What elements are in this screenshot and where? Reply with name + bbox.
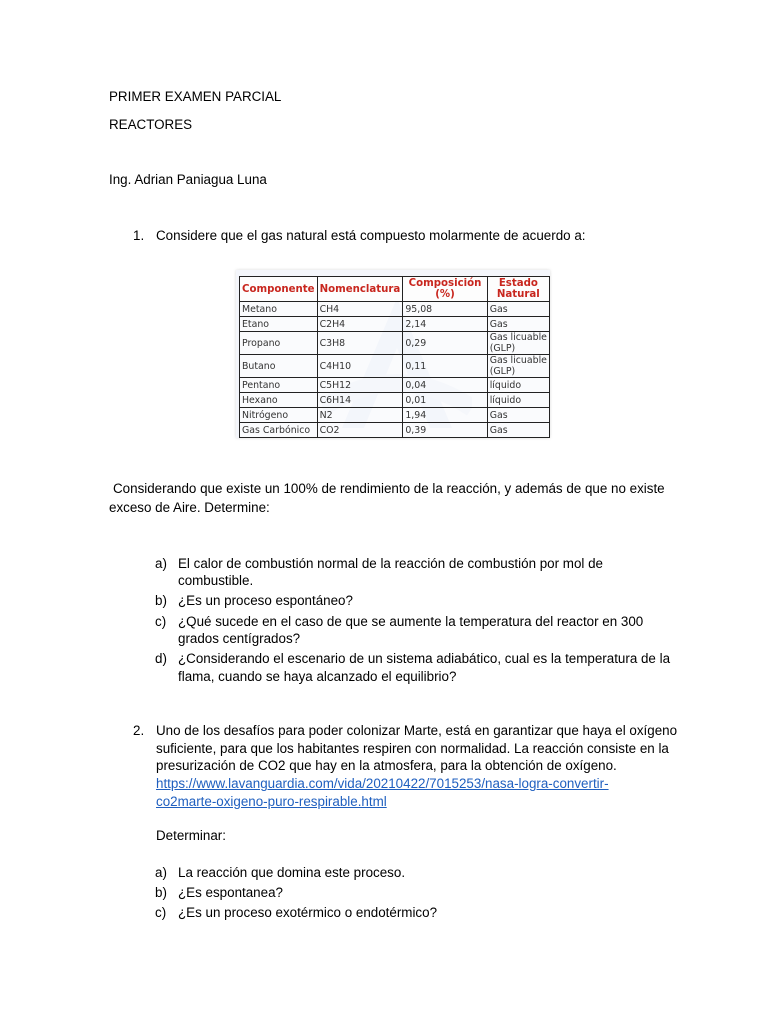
table-cell: N2 xyxy=(317,408,403,423)
table-cell: Etano xyxy=(240,317,318,332)
table-cell: C2H4 xyxy=(317,317,403,332)
question-2-line-2: suficiente, para que los habitantes respiren con normalidad. La reacción consiste en la xyxy=(156,741,669,756)
table-cell: CO2 xyxy=(317,423,403,438)
q2-item-a: La reacción que domina este proceso. xyxy=(178,865,406,880)
table-cell: Gas licuable (GLP) xyxy=(487,332,549,355)
table-cell: Gas xyxy=(487,302,549,317)
table-cell: Pentano xyxy=(240,378,318,393)
table-cell: Hexano xyxy=(240,393,318,408)
table-cell: C4H10 xyxy=(317,355,403,378)
table-cell: Metano xyxy=(240,302,318,317)
table-cell: líquido xyxy=(487,393,549,408)
item-label: b) xyxy=(155,885,167,900)
table-cell: 0,04 xyxy=(403,378,487,393)
question-2-number: 2. xyxy=(133,723,145,738)
item-label: a) xyxy=(155,865,167,880)
table-cell: Nitrógeno xyxy=(240,408,318,423)
table-cell: Propano xyxy=(240,332,318,355)
table-row xyxy=(240,393,550,408)
instructor-name: Ing. Adrian Paniagua Luna xyxy=(109,172,267,187)
table-row xyxy=(240,423,550,438)
q1-item-c-line-1: ¿Qué sucede en el caso de que se aumente la temperatura del reactor en 300 xyxy=(178,614,644,629)
article-link-line-1[interactable]: https://www.lavanguardia.com/vida/20210422/7015253/nasa-logra-convertir- xyxy=(156,776,609,791)
gas-composition-table xyxy=(239,276,550,438)
table-cell: 95,08 xyxy=(403,302,487,317)
item-label: b) xyxy=(155,593,167,608)
question-2-line-3: presurización de CO2 que hay en la atmosfera, para la obtención de oxígeno. xyxy=(156,758,617,773)
table-cell: 0,29 xyxy=(403,332,487,355)
table-cell: C3H8 xyxy=(317,332,403,355)
exam-title: PRIMER EXAMEN PARCIAL xyxy=(109,89,282,104)
q1-item-b: ¿Es un proceso espontáneo? xyxy=(178,593,353,608)
q1-item-a-line-1: El calor de combustión normal de la reacción de combustión por mol de xyxy=(178,556,604,571)
table-row xyxy=(240,332,550,355)
table-row xyxy=(240,355,550,378)
q2-item-b: ¿Es espontanea? xyxy=(178,885,283,900)
q1-item-d-line-1: ¿Considerando el escenario de un sistema adiabático, cual es la temperatura de la xyxy=(178,651,671,666)
question-2-line-1: Uno de los desafíos para poder colonizar Marte, está en garantizar que haya el oxígeno xyxy=(156,723,678,738)
table-cell: C6H14 xyxy=(317,393,403,408)
q1-item-a-line-2: combustible. xyxy=(178,573,254,588)
item-label: c) xyxy=(155,905,167,920)
subject-title: REACTORES xyxy=(109,117,193,132)
table-cell: Gas Carbónico xyxy=(240,423,318,438)
table-row xyxy=(240,302,550,317)
column-header: Estado Natural xyxy=(487,277,549,302)
determinar-label: Determinar: xyxy=(156,828,226,843)
table-row xyxy=(240,408,550,423)
column-header: Composición (%) xyxy=(403,277,487,302)
table-cell: Gas xyxy=(487,408,549,423)
item-label: c) xyxy=(155,614,167,629)
q2-item-c: ¿Es un proceso exotérmico o endotérmico? xyxy=(178,905,438,920)
table-cell: 1,94 xyxy=(403,408,487,423)
table-cell: 2,14 xyxy=(403,317,487,332)
q1-context-line-2: exceso de Aire. Determine: xyxy=(109,500,270,515)
table-row xyxy=(240,317,550,332)
table-row xyxy=(240,378,550,393)
table-cell: Gas licuable (GLP) xyxy=(487,355,549,378)
table-cell: CH4 xyxy=(317,302,403,317)
q1-item-d-line-2: flama, cuando se haya alcanzado el equilibrio? xyxy=(178,669,457,684)
table-cell: 0,39 xyxy=(403,423,487,438)
table-cell: 0,11 xyxy=(403,355,487,378)
table-cell: Butano xyxy=(240,355,318,378)
table-cell: Gas xyxy=(487,423,549,438)
question-1-prompt: Considere que el gas natural está compuesto molarmente de acuerdo a: xyxy=(156,228,586,243)
column-header: Componente xyxy=(240,277,318,302)
gas-composition-figure xyxy=(236,270,550,438)
table-cell: Gas xyxy=(487,317,549,332)
table-cell: líquido xyxy=(487,378,549,393)
item-label: d) xyxy=(155,651,167,666)
q1-context-line-1: Considerando que existe un 100% de rendimiento de la reacción, y además de que no existe xyxy=(113,481,665,496)
article-link-line-2[interactable]: co2marte-oxigeno-puro-respirable.html xyxy=(156,794,387,809)
q1-item-c-line-2: grados centígrados? xyxy=(178,631,301,646)
table-cell: C5H12 xyxy=(317,378,403,393)
column-header: Nomenclatura xyxy=(317,277,403,302)
question-1-number: 1. xyxy=(133,228,145,243)
table-cell: 0,01 xyxy=(403,393,487,408)
table-header-row xyxy=(240,277,550,302)
item-label: a) xyxy=(155,556,167,571)
